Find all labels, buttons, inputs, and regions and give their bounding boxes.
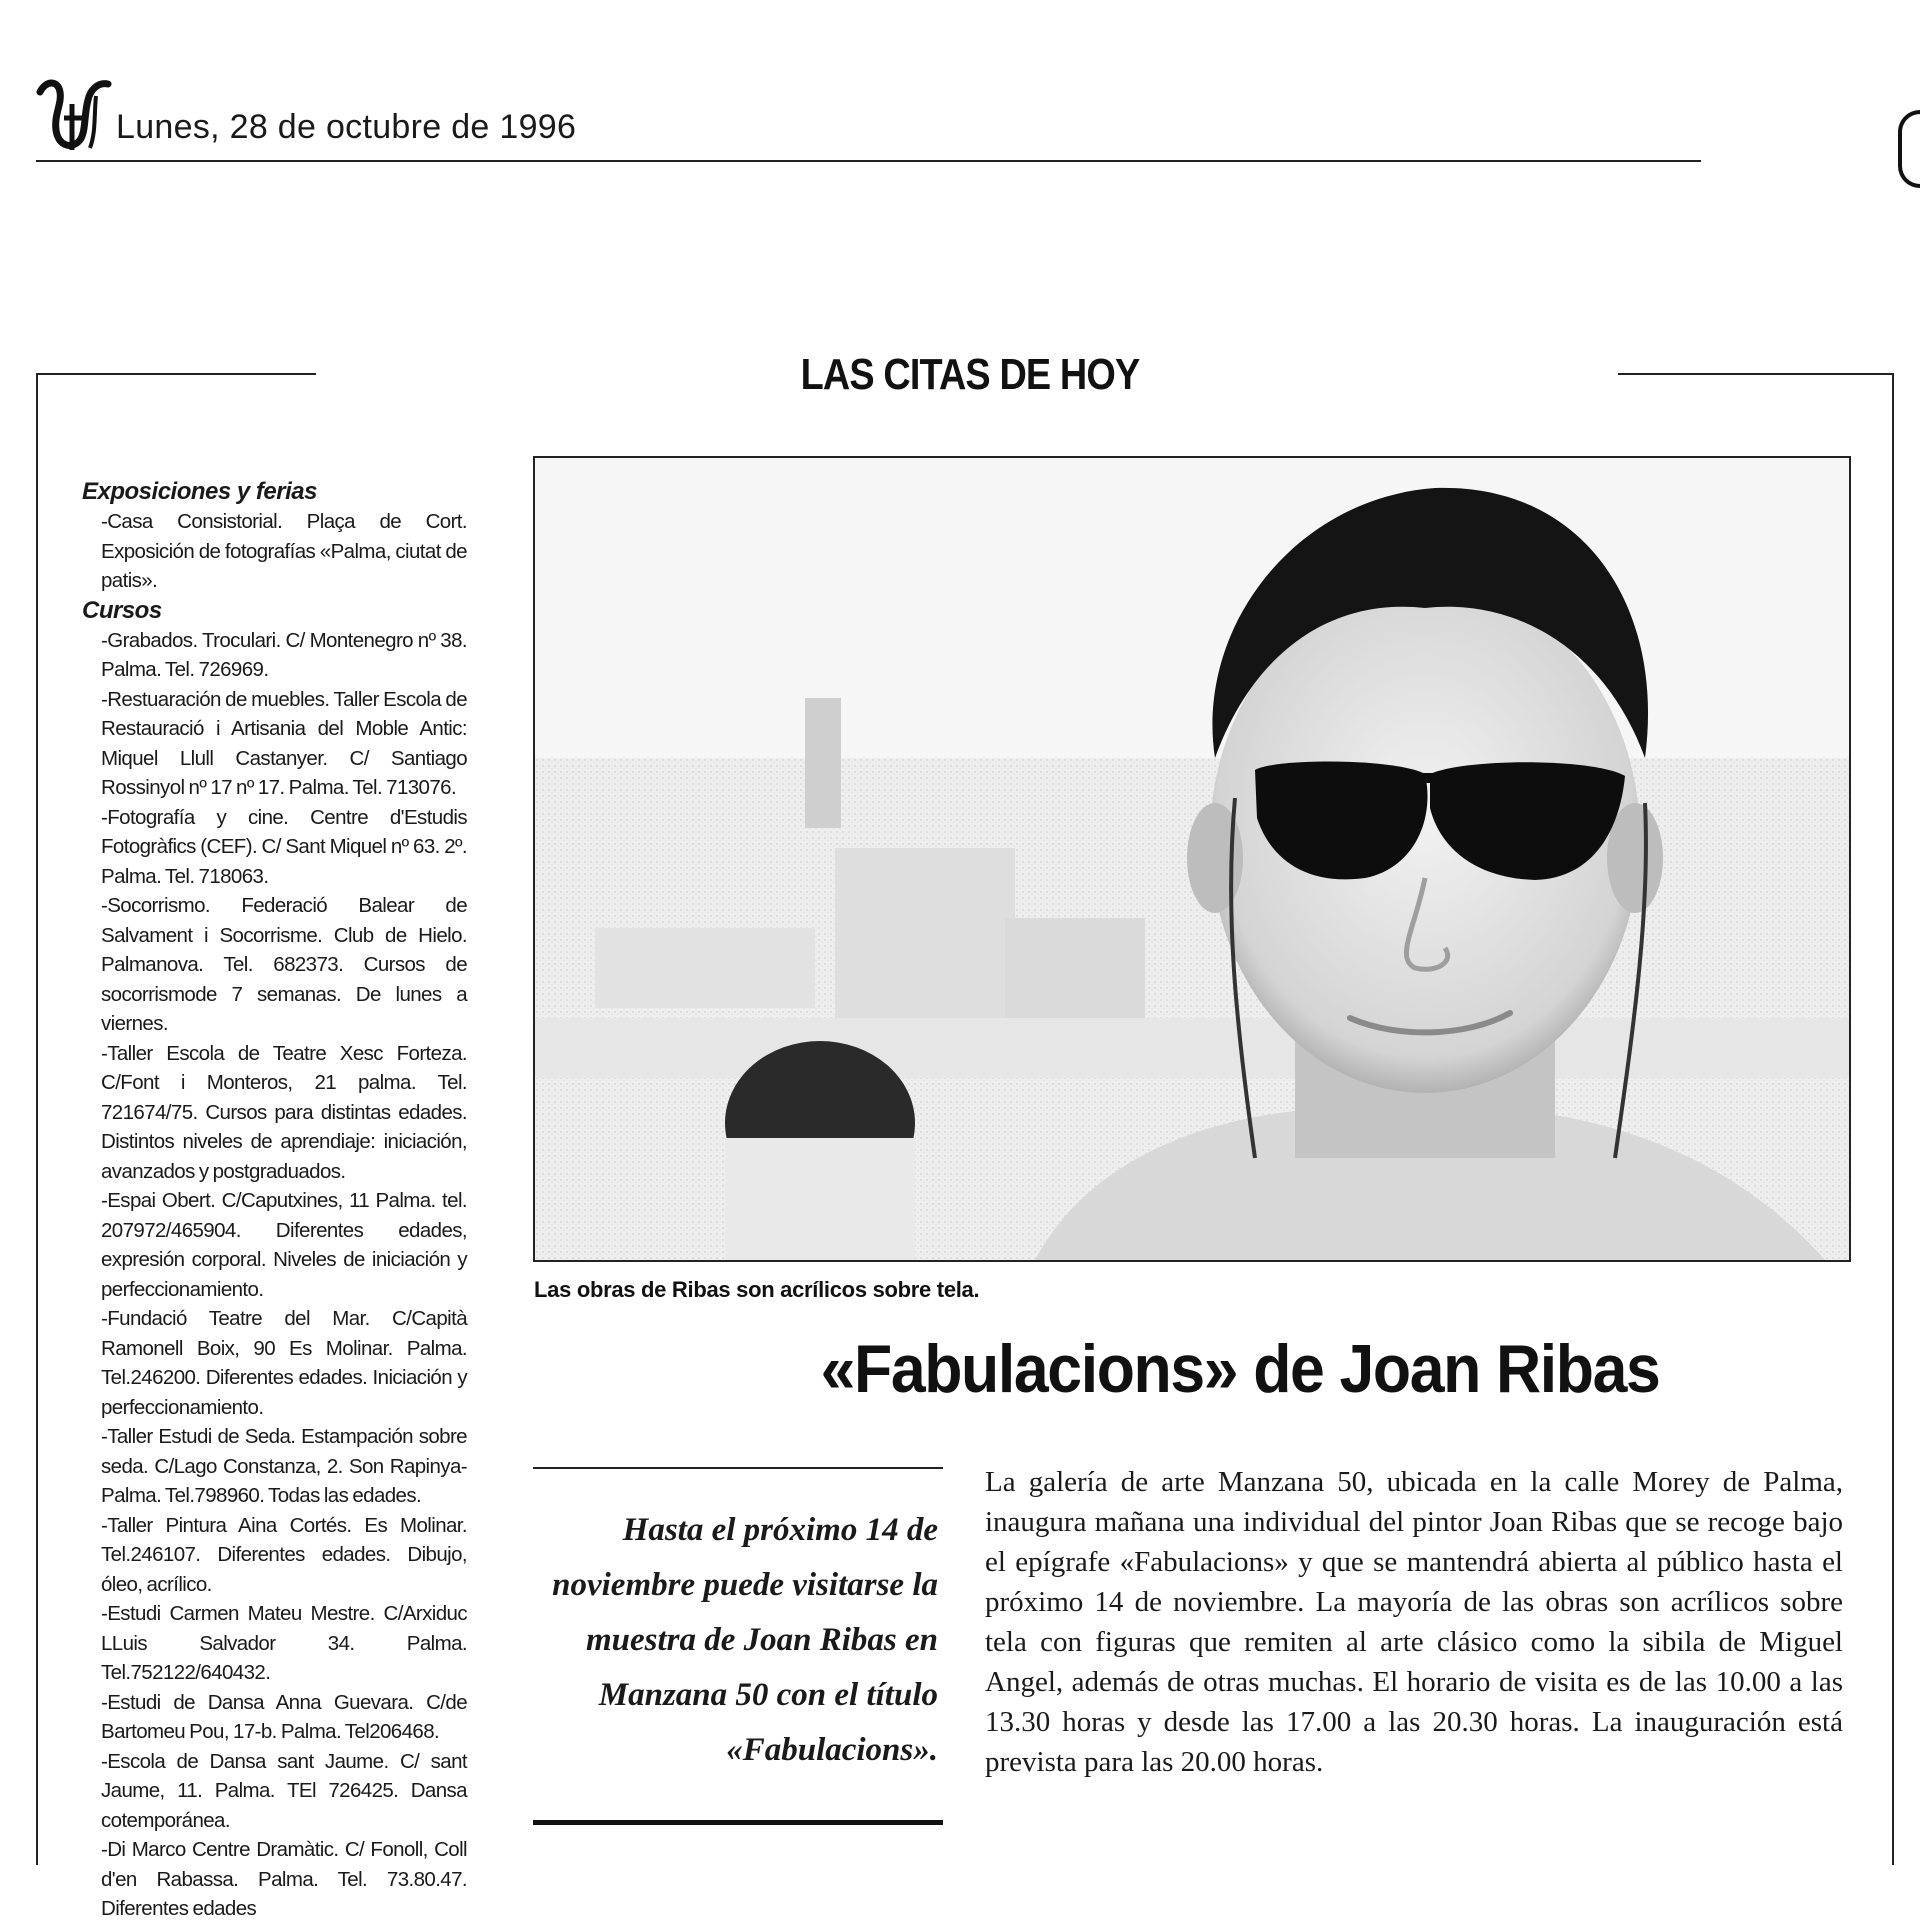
page-edge-mark — [1898, 110, 1920, 188]
agenda-entry: -Socorrismo. Federació Balear de Salvament i Socorrisme. Club de Hielo. Palmanova. Tel. 682373. Cursos de socorrismode 7 semanas. De lunes a viernes. — [101, 894, 467, 1035]
agenda-entry: -Fundació Teatre del Mar. C/Capità Ramonell Boix, 90 Es Molinar. Palma. Tel.246200. Diferentes edades. Iniciación y perfeccionamiento. — [101, 1307, 467, 1419]
agenda-column — [82, 477, 467, 1924]
portrait-photo-icon — [535, 458, 1849, 1260]
agenda-entry: -Estudi de Dansa Anna Guevara. C/de Bartomeu Pou, 17-b. Palma. Tel206468. — [101, 1690, 467, 1743]
section-title: LAS CITAS DE HOY — [800, 350, 1140, 399]
publication-date: Lunes, 28 de octubre de 1996 — [116, 108, 577, 146]
agenda-entry: -Fotografía y cine. Centre d'Estudis Fotogràfics (CEF). C/ Sant Miquel nº 63. 2º. Palma. Tel. 718063. — [101, 805, 467, 888]
masthead — [36, 70, 1701, 162]
agenda-category — [82, 477, 467, 596]
pullquote-top-rule — [533, 1467, 943, 1469]
agenda-entry: -Estudi Carmen Mateu Mestre. C/Arxiduc LLuis Salvador 34. Palma. Tel.752122/640432. — [101, 1602, 467, 1684]
agenda-entry: -Espai Obert. C/Caputxines, 11 Palma. tel. 207972/465904. Diferentes edades, expresión corporal. Niveles de iniciación y perfeccionamiento. — [101, 1189, 467, 1301]
pullquote-bottom-rule — [533, 1820, 943, 1825]
pullquote: Hasta el próximo 14 de noviembre puede visitarse la muestra de Joan Ribas en Manzana 50 con el título «Fabulacions». — [552, 1512, 938, 1768]
agenda-category-title: Cursos — [82, 596, 162, 624]
newspaper-monogram-icon — [36, 74, 114, 156]
agenda-category — [82, 596, 467, 1924]
article-body: La galería de arte Manzana 50, ubicada en la calle Morey de Palma, inaugura mañana una individual del pintor Joan Ribas que se recoge bajo el epígrafe «Fabulacions» y que se mantendrá abierta al público hasta el próximo 14 de noviembre. La mayoría de las obras son acrílicos sobre tela con figuras que remiten al arte clásico como la sibila de Miguel Angel, además de otras muchas. El horario de visita es de las 10.00 a las 13.30 horas y desde las 17.00 a las 20.30 horas. La inauguración está prevista para las 20.00 horas. — [985, 1466, 1843, 1778]
agenda-category-title: Exposiciones y ferias — [82, 478, 317, 505]
agenda-entry: -Di Marco Centre Dramàtic. C/ Fonoll, Coll d'en Rabassa. Palma. Tel. 73.80.47. Diferentes edades — [101, 1838, 467, 1920]
agenda-entry: -Escola de Dansa sant Jaume. C/ sant Jaume, 11. Palma. TEl 726425. Dansa cotemporánea. — [101, 1749, 467, 1832]
agenda-entry: -Taller Estudi de Seda. Estampación sobre seda. C/Lago Constanza, 2. Son Rapinya-Palma. Tel.798960. Todas las edades. — [101, 1425, 467, 1507]
photo-caption: Las obras de Ribas son acrílicos sobre tela. — [534, 1277, 980, 1302]
agenda-entry: -Taller Escola de Teatre Xesc Forteza. C/Font i Monteros, 21 palma. Tel. 721674/75. Cursos para distintas edades. Distintos niveles de aprendiaje: iniciación, avanzados y postgraduados. — [101, 1041, 467, 1183]
agenda-entry: -Taller Pintura Aina Cortés. Es Molinar. Tel.246107. Diferentes edades. Dibujo, óleo, acrílico. — [101, 1513, 467, 1596]
agenda-entry: -Grabados. Troculari. C/ Montenegro nº 38. Palma. Tel. 726969. — [101, 628, 467, 681]
agenda-entry: -Casa Consistorial. Plaça de Cort. Exposición de fotografías «Palma, ciutat de patis». — [101, 510, 467, 592]
agenda-entry: -Restuaración de muebles. Taller Escola de Restauració i Artisania del Moble Antic: Miquel Llull Castanyer. C/ Santiago Rossinyol nº 17 nº 17. Palma. Tel. 713076. — [101, 687, 467, 799]
article-headline: «Fabulacions» de Joan Ribas — [820, 1331, 1660, 1407]
article-photo — [533, 456, 1851, 1262]
